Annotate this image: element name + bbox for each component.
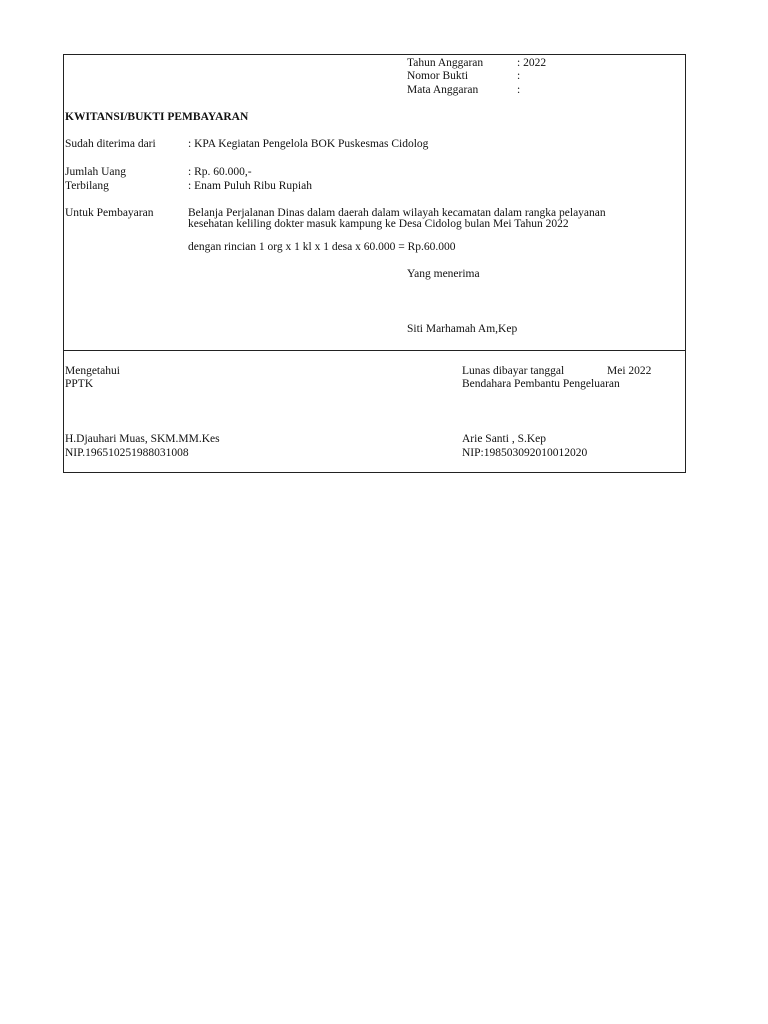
pptk-name: H.Djauhari Muas, SKM.MM.Kes bbox=[65, 433, 220, 445]
bendahara-name: Arie Santi , S.Kep bbox=[462, 433, 547, 445]
receipt-document bbox=[63, 54, 686, 473]
document-title: KWITANSI/BUKTI PEMBAYARAN bbox=[65, 111, 249, 123]
tahun-anggaran-value: : 2022 bbox=[517, 57, 547, 69]
pptk-nip: NIP.196510251988031008 bbox=[65, 447, 189, 459]
diterima-value: : KPA Kegiatan Pengelola BOK Puskesmas Cidolog bbox=[188, 138, 429, 150]
rincian-text: dengan rincian 1 org x 1 kl x 1 desa x 60.000 = Rp.60.000 bbox=[188, 241, 456, 253]
mengetahui-label: Mengetahui bbox=[65, 365, 120, 377]
receiver-name: Siti Marhamah Am,Kep bbox=[407, 323, 518, 335]
untuk-pembayaran-label: Untuk Pembayaran bbox=[65, 207, 154, 219]
pptk-label: PPTK bbox=[65, 378, 94, 390]
terbilang-value: : Enam Puluh Ribu Rupiah bbox=[188, 180, 312, 192]
mata-anggaran-label: Mata Anggaran bbox=[407, 84, 479, 96]
tahun-anggaran-label: Tahun Anggaran bbox=[407, 57, 484, 69]
bendahara-nip: NIP:198503092010012020 bbox=[462, 447, 588, 459]
diterima-label: Sudah diterima dari bbox=[65, 138, 156, 150]
nomor-bukti-value: : bbox=[517, 70, 521, 82]
yang-menerima-label: Yang menerima bbox=[407, 268, 480, 280]
untuk-pembayaran-line1: Belanja Perjalanan Dinas dalam daerah dalam wilayah kecamatan dalam rangka pelayanan bbox=[188, 207, 606, 219]
lunas-label: Lunas dibayar tanggal bbox=[462, 365, 565, 377]
nomor-bukti-label: Nomor Bukti bbox=[407, 70, 469, 82]
lunas-month: Mei 2022 bbox=[607, 365, 652, 377]
mata-anggaran-value: : bbox=[517, 84, 521, 96]
jumlah-uang-value: : Rp. 60.000,- bbox=[188, 166, 252, 178]
terbilang-label: Terbilang bbox=[65, 180, 109, 192]
jumlah-uang-label: Jumlah Uang bbox=[65, 166, 127, 178]
bendahara-label: Bendahara Pembantu Pengeluaran bbox=[462, 378, 620, 390]
untuk-pembayaran-line2: kesehatan keliling dokter masuk kampung ke Desa Cidolog bulan Mei Tahun 2022 bbox=[188, 218, 569, 230]
section-divider bbox=[64, 350, 685, 351]
